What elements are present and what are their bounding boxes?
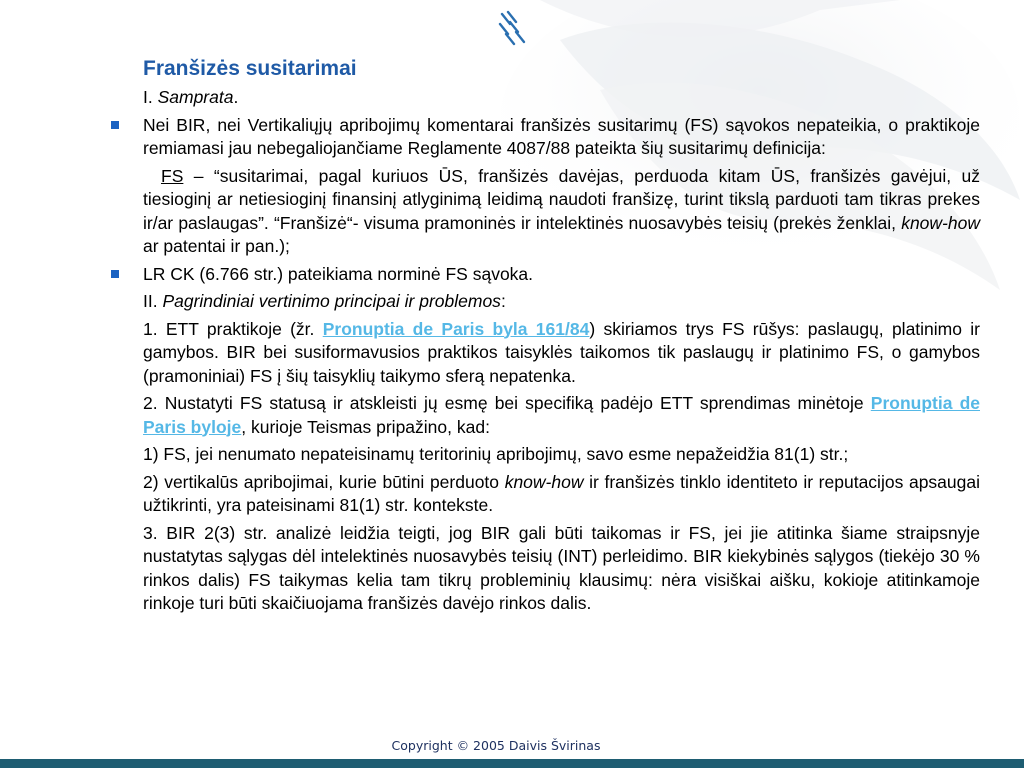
definition-paragraph <box>143 165 980 259</box>
paragraph-bir-analysis: 3. BIR 2(3) str. analizė leidžia teigti, jog BIR gali būti taikomas ir FS, jei jie atitinka šiame straipsnyje nustatytas sąlygas dėl intelektinės nuosavybės teisių (INT) perleidimo. BIR kiekybinės sąlygos (tiekėjo 30 % rinkos dalis) FS taikymas kelia tam tikrų probleminių klausimų: nėra visiškai aišku, kokioje atitinkamoje rinkoje turi būti skaičiuojama franšizės davėjo rinkos dalis. <box>143 522 980 613</box>
section-heading-1 <box>143 86 980 110</box>
pronuptia-case-link-2[interactable]: Pronuptia de Paris byloje <box>143 393 980 437</box>
bottom-bar <box>0 759 1024 768</box>
definition-text: – “susitarimai, pagal kuriuos ŪS, franšizės davėjas, perduoda kitam ŪS, franšizės gavėjui, už tiesioginį ar netiesioginį finansinį atlyginimą leidimą naudoti franšizę, turint tikslą parduoti tam tikras prekes ir/ar paslaugas”. “Franšizė“- visuma pramoninės ir intelektinės nuosavybės teisių (prekės ženklai, <box>143 165 980 233</box>
text-part: ir franšizės tinklo identiteto ir reputacijos apsaugai užtikrinti, yra pateisinami 81(1) str. kontekste. <box>143 471 980 515</box>
section-suffix: : <box>500 291 506 311</box>
section-heading-2 <box>143 290 980 314</box>
section-title: Samprata <box>157 87 234 107</box>
paragraph-fs-status <box>143 392 980 439</box>
logo-icon <box>496 10 530 50</box>
know-how-term: know-how <box>901 212 980 233</box>
slide-content <box>105 56 980 620</box>
slide-title: Franšizės susitarimai <box>143 57 357 80</box>
text-part: ) skiriamos trys FS rūšys: paslaugų, platinimo ir gamybos. BIR bei susiformavusios praktikos taisyklės taikomos tik paslaugų ir platinimo FS, o gamybos (pramoniniai) FS į šių taisyklių taikymo sferą nepatenka. <box>143 318 980 386</box>
pronuptia-case-link[interactable]: Pronuptia de Paris byla 161/84 <box>322 318 590 339</box>
text-part: 1. ETT praktikoje (žr. <box>143 318 323 339</box>
bullet-paragraph-1: Nei BIR, nei Vertikaliųjų apribojimų komentarai franšizės susitarimų (FS) sąvokos nepateikia, o praktikoje remiamasi jau nebegaliojančiame Reglamente 4087/88 pateikta šių susitarimų definicija: <box>143 114 980 161</box>
section-number: I. <box>143 87 158 107</box>
list-item-1: 1) FS, jei nenumato nepateisinamų teritorinių apribojimų, savo esme nepažeidžia 81(1) str.; <box>143 444 849 464</box>
paragraph-ett-practice <box>143 318 980 389</box>
copyright-text: Copyright © 2005 Daivis Švirinas <box>391 738 601 753</box>
list-item-2 <box>143 471 980 518</box>
text-part: , kurioje Teismas pripažino, kad: <box>241 416 490 437</box>
copyright-footer <box>0 738 1024 753</box>
definition-text-end: ar patentai ir pan.); <box>143 236 290 256</box>
text-part: 2. Nustatyti FS statusą ir atskleisti jų esmę bei specifiką padėjo ETT sprendimas minėtoje <box>143 393 871 413</box>
section-number: II. <box>143 291 163 311</box>
text-part: 2) vertikalūs apribojimai, kurie būtini perduoto <box>143 471 505 492</box>
section-suffix: . <box>233 87 239 107</box>
know-how-term: know-how <box>504 471 584 492</box>
section-title: Pagrindiniai vertinimo principai ir problemos <box>162 291 501 311</box>
abbreviation-fs: FS <box>161 165 184 186</box>
bullet-paragraph-2: LR CK (6.766 str.) pateikiama norminė FS sąvoka. <box>143 263 980 287</box>
